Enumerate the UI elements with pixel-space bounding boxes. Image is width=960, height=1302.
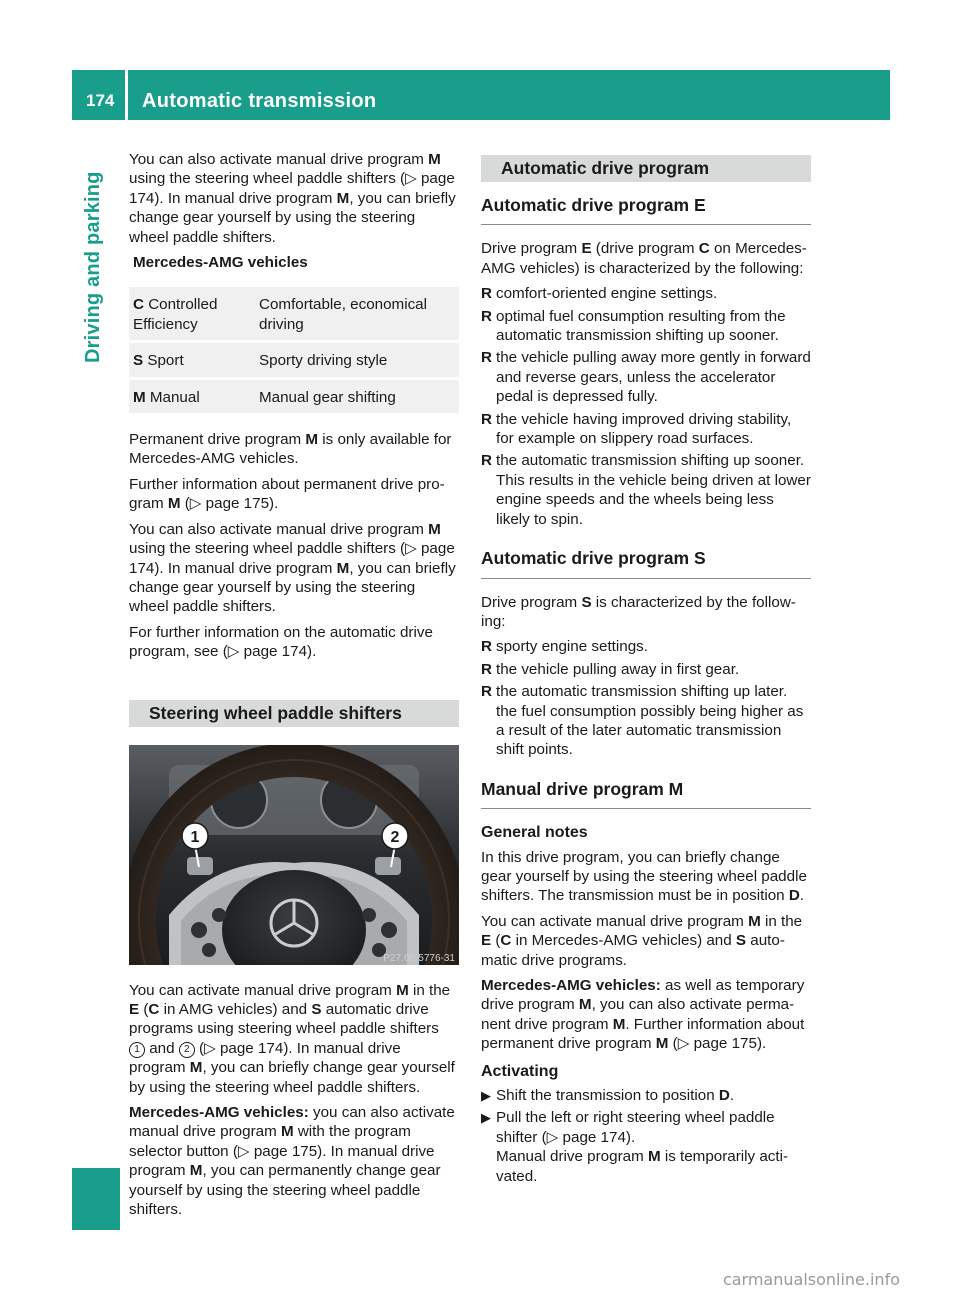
left-column — [129, 150, 459, 1225]
paragraph-general-notes-3: Mercedes-AMG vehicles: as well as temporary drive program M, you can also activate permanent drive program M. Further information about permanent drive program M (▷ page 175). — [481, 977, 805, 1053]
paragraph-manual-drive-intro: You can also activate manual drive program M using the steering wheel paddle shifters (▷ page 174). In manual drive program M, you can briefly change gear yourself by using the steering wheel paddle shifters. — [129, 151, 456, 246]
list-item: R optimal fuel consumption resulting from the automatic transmission shifting up sooner. — [481, 307, 786, 345]
table-cell-description: Manual gear shifting — [255, 380, 459, 413]
subheading-activating: Activating — [481, 1062, 559, 1080]
page-ref-arrow-icon: ▷ — [227, 643, 240, 661]
heading-program-s: Automatic drive program S — [481, 549, 811, 578]
side-tab-label: Driving and parking — [82, 171, 104, 363]
list-item: R comfort-oriented engine settings. — [481, 285, 718, 303]
heading-program-m: Manual drive program M — [481, 780, 811, 809]
section-title-automatic-drive: Automatic drive program — [481, 155, 811, 182]
paragraph-see-also: For further information on the automatic drive program, see (▷ page 174). — [129, 623, 433, 661]
table-row — [129, 380, 459, 413]
side-tab-block — [72, 1168, 120, 1230]
list-item: R the vehicle pulling away more gently in forward and reverse gears, unless the accelerator pedal is depressed fully. — [481, 349, 811, 406]
page-ref-arrow-icon: ▷ — [189, 495, 202, 513]
list-item: R the automatic transmission shifting up sooner. This results in the vehicle being driven at lower engine speeds and the wheels being less likely to spin. — [481, 452, 811, 528]
paragraph-amg-selector: Mercedes-AMG vehicles: you can also activate manual drive program M with the program selector button (▷ page 175). In manual drive program M, you can permanently change gear yourself by using the steering wheel paddle shifters. — [129, 1103, 455, 1218]
paragraph-paddle-shifters: You can activate manual drive program M in the E (C in AMG vehicles) and S automatic drive programs using steering wheel paddle shifters 1 and 2 (▷ page 174). In manual drive program M, you can briefly change gear yourself by using the steering wheel paddle shifters. — [129, 981, 455, 1096]
paragraph-permanent-program: Permanent drive program M is only available for Mercedes-AMG vehicles. — [129, 431, 452, 468]
paragraph-manual-drive-repeat: You can also activate manual drive program M using the steering wheel paddle shifters (▷ page 174). In manual drive program M, you can briefly change gear yourself by using the steering wheel paddle shifters. — [129, 520, 456, 616]
page-ref-link[interactable]: page 174). In manual drive program — [129, 540, 455, 577]
page-ref-link[interactable]: page 174). — [558, 1128, 636, 1146]
page-ref-link[interactable]: page 175). In manual drive program — [129, 1142, 435, 1180]
step-item: ▶ Pull the left or right steering wheel paddle shifter (▷ page 174). Manual drive program M is temporarily activated. — [481, 1109, 789, 1185]
amg-vehicles-label: Mercedes-AMG vehicles — [133, 254, 308, 272]
table-row — [129, 287, 459, 340]
page-ref-link[interactable]: page 175). — [689, 1035, 767, 1053]
site-watermark: carmanualsonline.info — [722, 1270, 900, 1289]
list-item: R the automatic transmission shifting up later. the fuel consumption possibly being higher as a result of the later automatic transmission shift points. — [481, 683, 804, 759]
paragraph-program-s-intro: Drive program S is characterized by the following: — [481, 593, 796, 630]
step-arrow-icon: ▶ — [481, 1088, 491, 1104]
callout-ref-2: 2 — [179, 1042, 195, 1058]
step-arrow-icon: ▶ — [481, 1110, 491, 1126]
svg-text:2: 2 — [390, 828, 400, 846]
bullet-icon: R — [481, 349, 492, 367]
paragraph-general-notes-1: In this drive program, you can briefly change gear yourself by using the steering wheel paddle shifters. The transmission must be in position D. — [481, 848, 807, 905]
page-ref-link[interactable]: page 174). In manual drive program — [129, 170, 455, 207]
svg-text:1: 1 — [190, 828, 200, 846]
chapter-title: Automatic transmission — [142, 90, 377, 112]
callout-1 — [182, 823, 208, 849]
program-s-list — [481, 637, 811, 759]
step-item: ▶ Shift the transmission to position D. — [481, 1087, 735, 1105]
table-cell-program: M Manual — [129, 380, 255, 413]
page-ref-arrow-icon: ▷ — [204, 1039, 216, 1057]
bullet-icon: R — [481, 410, 492, 428]
paragraph-further-info: Further information about permanent drive program M (▷ page 175). — [129, 475, 445, 513]
figure-code: P27.60-5776-31 — [383, 952, 455, 964]
table-cell-description: Sporty driving style — [255, 343, 459, 376]
bullet-icon: R — [481, 307, 492, 325]
page-ref-arrow-icon: ▷ — [546, 1128, 559, 1146]
list-item: R sporty engine settings. — [481, 638, 648, 656]
drive-programs-table — [129, 284, 459, 416]
table-cell-program: C Controlled Efficiency — [129, 287, 255, 340]
table-cell-program: S Sport — [129, 343, 255, 376]
list-item: R the vehicle pulling away in first gear. — [481, 660, 740, 678]
page-header — [72, 70, 890, 120]
list-item: R the vehicle having improved driving stability, for example on slippery road surfaces. — [481, 410, 792, 448]
table-cell-description: Comfortable, economical driving — [255, 287, 459, 340]
page-number: 174 — [86, 91, 115, 110]
bullet-icon: R — [481, 452, 492, 470]
page-ref-arrow-icon: ▷ — [405, 170, 417, 188]
header-divider — [125, 70, 128, 120]
paragraph-program-e-intro: Drive program E (drive program C on Mercedes-AMG vehicles) is characterized by the following: — [481, 240, 807, 277]
callout-ref-1: 1 — [129, 1042, 145, 1058]
bullet-icon: R — [481, 285, 492, 303]
bullet-icon: R — [481, 683, 492, 701]
page-ref-arrow-icon: ▷ — [677, 1035, 690, 1053]
page-ref-link[interactable]: page 175). — [201, 495, 279, 513]
bullet-icon: R — [481, 638, 492, 656]
page-ref-link[interactable]: page 174). In manual drive program — [129, 1039, 401, 1077]
page-ref-link[interactable]: page 174). — [239, 643, 317, 661]
program-e-list — [481, 284, 811, 529]
page-ref-arrow-icon: ▷ — [405, 540, 417, 558]
bullet-icon: R — [481, 660, 492, 678]
section-title-paddle-shifters: Steering wheel paddle shifters — [129, 700, 459, 727]
right-column — [481, 155, 811, 1189]
heading-program-e: Automatic drive program E — [481, 196, 811, 225]
steering-wheel-figure — [129, 745, 459, 965]
callout-2 — [382, 823, 408, 849]
paragraph-general-notes-2: You can activate manual drive program M in the E (C in Mercedes-AMG vehicles) and S automatic drive programs. — [481, 912, 803, 969]
steering-wheel-illustration — [129, 745, 459, 965]
page-ref-arrow-icon: ▷ — [237, 1142, 250, 1160]
table-row — [129, 343, 459, 376]
subheading-general-notes: General notes — [481, 824, 588, 842]
